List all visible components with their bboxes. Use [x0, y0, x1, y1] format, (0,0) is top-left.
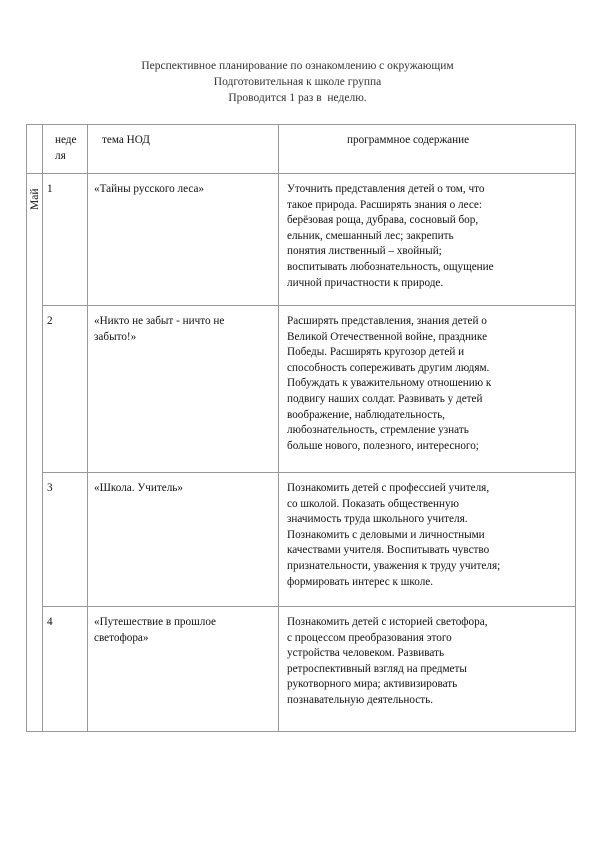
topic-text: «Тайны русского леса»	[94, 183, 205, 195]
table-row	[27, 306, 576, 473]
topic-text: «Путешествие в прошлое светофора»	[94, 616, 217, 644]
topic-column-header: тема НОД	[102, 134, 150, 146]
planning-table	[26, 124, 576, 732]
content-text: Уточнить представления детей о том, что такое природа. Расширять знания о лесе: берёзовая роща, дубрава, сосновый бор, ельник, смешанный лес; закрепить понятия лиственный – хвойный; воспитывать любознательность, ощущение личной причастности к природе.	[287, 183, 494, 289]
table-row	[27, 607, 576, 732]
content-cell	[279, 174, 576, 306]
week-cell	[43, 306, 88, 473]
table-row	[27, 473, 576, 607]
content-text: Познакомить детей с профессией учителя, со школой. Показать общественную значимость труда школьного учителя. Познакомить с деловыми и личностными качествами учителя. Воспитывать чувство признательности, уважения к труду учителя; формировать интерес к школе.	[287, 482, 501, 588]
week-number: 1	[47, 183, 53, 195]
month-cell	[27, 174, 43, 732]
topic-cell	[88, 306, 279, 473]
content-cell	[279, 607, 576, 732]
month-label: Май	[29, 188, 41, 210]
content-text: Расширять представления, знания детей о Великой Отечественной войне, празднике Победы. Расширять кругозор детей и способность сопереживать другим людям. Побуждать к уважительному отношению к подвигу наших солдат. Развивать у детей воображение, наблюдательность, любознательность, стремление узнать больше нового, полезного, интересного;	[287, 315, 492, 452]
content-column-header: программное содержание	[347, 134, 470, 146]
week-column-header: неде ля	[55, 134, 77, 162]
topic-header-cell	[88, 125, 279, 174]
table-row	[27, 174, 576, 306]
month-header-cell	[27, 125, 43, 174]
document-heading	[0, 58, 595, 106]
topic-cell	[88, 174, 279, 306]
table-header-row	[27, 125, 576, 174]
topic-text: «Школа. Учитель»	[94, 482, 184, 494]
week-cell	[43, 473, 88, 607]
topic-cell	[88, 607, 279, 732]
heading-group: Подготовительная к школе группа	[213, 76, 382, 88]
content-header-cell	[279, 125, 576, 174]
week-header-cell	[43, 125, 88, 174]
heading-title: Перспективное планирование по ознакомлению с окружающим	[141, 60, 454, 72]
content-cell	[279, 473, 576, 607]
week-number: 2	[47, 315, 53, 327]
month-label-wrap	[28, 189, 44, 210]
week-number: 3	[47, 482, 53, 494]
topic-cell	[88, 473, 279, 607]
topic-text: «Никто не забыт - ничто не забыто!»	[94, 315, 225, 343]
content-cell	[279, 306, 576, 473]
content-text: Познакомить детей с историей светофора, с процессом преобразования этого устройства человеком. Развивать ретроспективный взгляд на предметы рукотворного мира; активизировать познавательную деятельность.	[287, 616, 488, 706]
heading-frequency: Проводится 1 раз в неделю.	[228, 92, 367, 104]
week-cell	[43, 174, 88, 306]
week-cell	[43, 607, 88, 732]
week-number: 4	[47, 616, 53, 628]
